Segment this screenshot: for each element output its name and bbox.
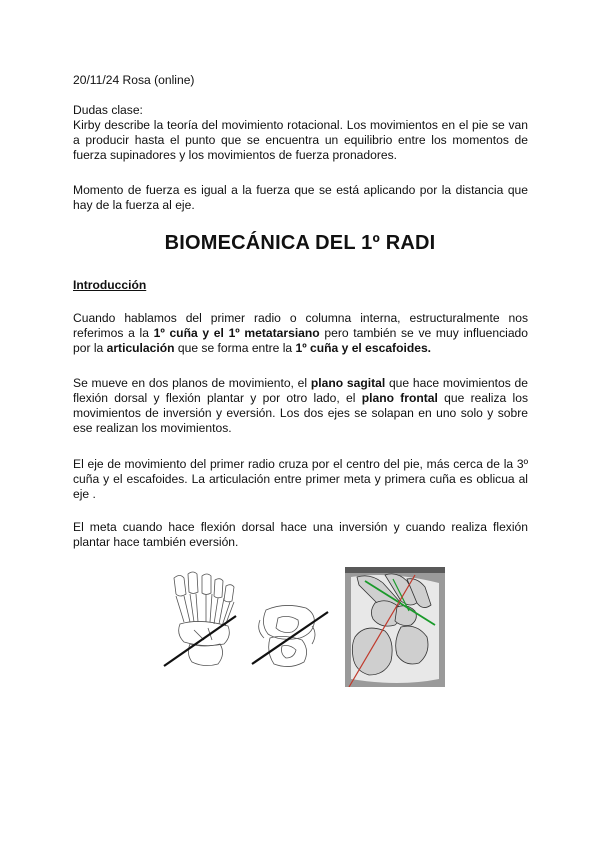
moment-paragraph: Momento de fuerza es igual a la fuerza que se está aplicando por la distancia que hay de la fuerza al eje. — [73, 183, 528, 212]
bold-run: articulación — [106, 341, 175, 355]
page-title: BIOMECÁNICA DEL 1º RADI — [164, 232, 436, 254]
foot-skeleton-figure — [160, 570, 250, 670]
bold-run: plano frontal — [361, 391, 438, 405]
intro-paragraph-4: El meta cuando hace flexión dorsal hace una inversión y cuando realiza flexión plantar hace también eversión. — [73, 520, 528, 549]
section-heading: Introducción — [73, 278, 147, 292]
bold-run: 1º cuña y el 1º metatarsiano — [153, 326, 320, 340]
date-line: 20/11/24 Rosa (online) — [73, 73, 195, 87]
intro-paragraph-3: El eje de movimiento del primer radio cruza por el centro del pie, más cerca de la 3º cuña y el escafoides. La articulación entre primer meta y primera cuña es oblicua al eje . — [73, 457, 528, 501]
bold-run: plano sagital — [310, 376, 386, 390]
doubts-heading: Dudas clase: — [73, 103, 143, 117]
bold-run: 1º cuña y el escafoides. — [295, 341, 432, 355]
text-run: que hace movimientos de flexión dorsal y flexión plantar y por otro lado, el — [73, 376, 528, 405]
axis-line — [164, 616, 236, 666]
text-run: pero también se ve muy influenciado por la — [73, 326, 529, 355]
foot-radiograph-figure — [345, 567, 445, 687]
doubts-paragraph: Kirby describe la teoría del movimiento rotacional. Los movimientos en el pie se van a producir hasta el punto que se encuentra un equilibrio entre los momentos de fuerza supinadores y los movimientos de fuerza pronadores. — [73, 118, 528, 162]
rearfoot-figure — [248, 600, 333, 675]
intro-paragraph-1 — [73, 311, 528, 356]
intro-paragraph-2 — [73, 376, 528, 436]
text-run: Se mueve en dos planos de movimiento, el — [73, 376, 311, 390]
text-run: que se forma entre la — [174, 341, 296, 355]
text-run: Cuando hablamos del primer radio o columna interna, estructuralmente nos referimos a la — [73, 311, 528, 340]
text-run: que realiza los movimientos de inversión y eversión. Los dos ejes se solapan en uno solo y sobre ese realizan los movimientos. — [73, 391, 529, 435]
